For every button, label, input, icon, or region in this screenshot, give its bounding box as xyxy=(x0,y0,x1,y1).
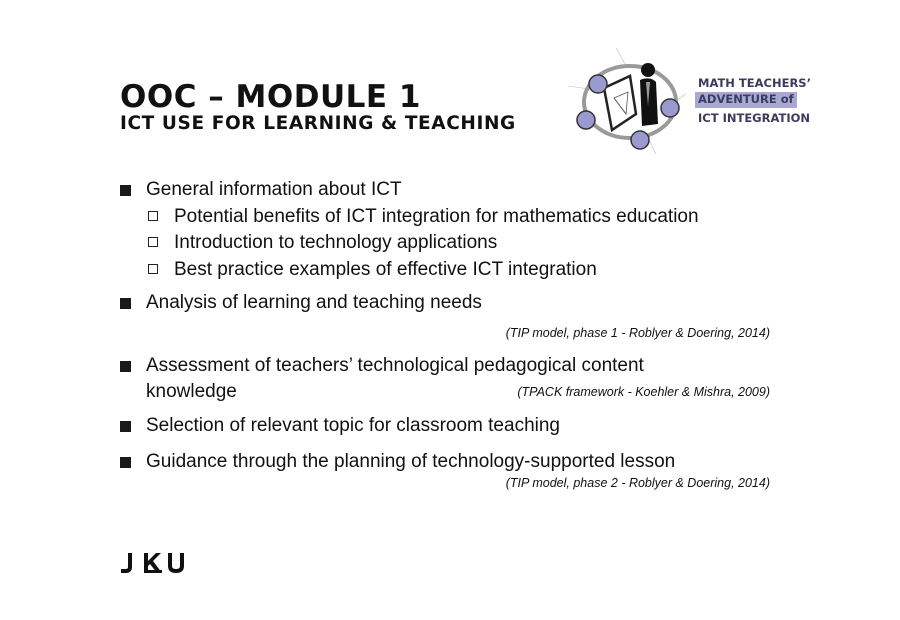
math-adventure-logo-icon xyxy=(568,48,688,156)
logo-line-2: ADVENTURE of xyxy=(695,92,797,108)
bullet-text: Assessment of teachers’ technological pedagogical content xyxy=(146,355,644,376)
square-bullet-icon xyxy=(120,185,131,196)
bullet-text: knowledge xyxy=(146,381,237,402)
bullet-text: Guidance through the planning of technology-supported lesson xyxy=(146,451,676,472)
page-title: OOC – MODULE 1 xyxy=(120,79,421,115)
page-subtitle: ICT USE FOR LEARNING & TEACHING xyxy=(120,113,516,134)
sub-bullet-text: Potential benefits of ICT integration for mathematics education xyxy=(174,206,699,227)
bullet-text: Selection of relevant topic for classroom teaching xyxy=(146,415,560,436)
jku-logo-icon xyxy=(120,550,190,576)
bullet-text: General information about ICT xyxy=(146,179,402,200)
hollow-square-bullet-icon xyxy=(148,237,158,247)
square-bullet-icon xyxy=(120,421,131,432)
sub-bullet-text: Best practice examples of effective ICT integration xyxy=(174,259,597,280)
hollow-square-bullet-icon xyxy=(148,211,158,221)
logo-line-3: ICT INTEGRATION xyxy=(698,111,810,125)
citation: (TIP model, phase 2 - Roblyer & Doering, 2014) xyxy=(505,476,770,490)
square-bullet-icon xyxy=(120,457,131,468)
square-bullet-icon xyxy=(120,361,131,372)
hollow-square-bullet-icon xyxy=(148,264,158,274)
sub-bullet-text: Introduction to technology applications xyxy=(174,232,498,253)
bullet-text: Analysis of learning and teaching needs xyxy=(146,292,482,313)
citation: (TPACK framework - Koehler & Mishra, 2009) xyxy=(517,385,770,399)
citation: (TIP model, phase 1 - Roblyer & Doering, 2014) xyxy=(505,326,770,340)
logo-line-1: MATH TEACHERS’ xyxy=(698,76,811,90)
square-bullet-icon xyxy=(120,298,131,309)
